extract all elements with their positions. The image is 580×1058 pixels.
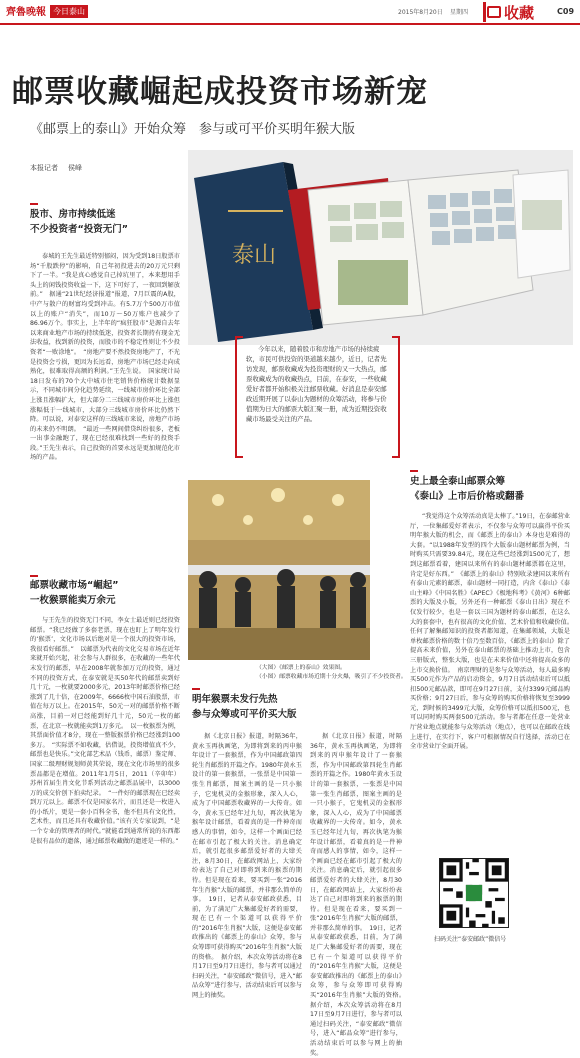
section-3-body: “我觉得这个众筹活动真是太棒了。”19日，在泰邮营业厅，一位集邮爱好者表示，不仅参与众筹可以赢得平价买明年猴大版的机会，而《邮票上的泰山》本身也是难得的大套。“以1988年发型的四个大版泰山题材邮票为例，当时购买只需要39.84元，现在这些已经涨到1500元了，想到这邮票看着，建国以来所有的泰山题材邮票都在这里，肯定是好东西。” 《邮票上的泰山》特别收录建国以来所有有泰山元素的邮票，泰山题材一同打造，内含《泰山》《泰山主峰》《中国名胜》《APEC》《极地科考》《黄河》6种邮票的大版及小版，另外还有一种邮票《泰山日出》现在不仅发行较少，也是一套以三国为题材的泰山邮票，在这么大的套套中，也有很高的文化价值、艺术价值和收藏价值。 任何了解集邮知识的投资者都知道，在集邮领域，大版是单枚邮票价格的数十倍乃至数百倍，《邮票上的泰山》除了提高未来价值，另外在泰山邮票的基础上推动上市，包含三册版式，整张大版，也是在未来价值中还将提高众多的上市交换价值。 南京理财的是参与众筹活动，每人最多购买500元作为产品的启动资金，9月7日活动结束后可以抵扣500元邮品款，即可在9月27日前，支付3399元邮品购买价格；9月27日后，参与众筹的购买价格将恢复至3999元，到时候的3499元大版，众筹价格可以抵扣500元，也可以同时购买两套500元活动。参与者都在任意一处营业厅营业地点就能参与众筹活动（地点），也可以在邮政在线上进行，在实行下，客户可根据情况自行选择，活动已在全市营业厅全面开展。 <box>410 513 577 751</box>
svg-text:泰山: 泰山 <box>232 243 277 268</box>
section-3-title-2: 《泰山》上市后价格或翻番 <box>410 491 525 502</box>
header-rule <box>0 23 580 25</box>
edition-label: 今日泰山 <box>50 5 88 18</box>
section-4-title-1: 明年猴票未发行先热 <box>192 694 278 705</box>
section-marker <box>410 470 418 472</box>
qr-code-icon <box>440 859 508 927</box>
stamp-album-illustration <box>188 150 573 345</box>
page-number: C09 <box>557 7 575 16</box>
section-2-title-1: 邮票收藏市场“崛起” <box>30 580 119 591</box>
section-1-title-2: 不少投资者“投资无门” <box>30 224 128 235</box>
caption-small: （小图）邮票收藏市场近期十分火爆，吸引了不少投资者。 <box>256 674 407 680</box>
section-2-body: 与王先生的投资无门不同，李女士最近则已经投资邮票。“我已经做了多套老票，现在也盯上了明年发行的‘猴票’，文化市场以后绝对是一个很大的投资市场，我很看好邮票。” 以邮票为代表的文化交易市场在近年来就开始兴起，社会参与人群很多，在收藏的一些年代末发行的邮票，早在2008年就参加万元的投资，通过不同的投资方式，在泰安就是买50年代的邮票卖到好几十元，一枚就要2000多元，2013年时邮票价格已经涨到了几十倍，在2009年，6666枚中国石油股票，市值在每万以上。在2015年，50元一对的邮票价格不断高涨，目前一对已经能到好几十元，50元一枚的邮票，在北京一枚就能卖到1万多元。 以一枚猴票为例，其票面价值才8分，现在一整版猴票价格已经涨到100多万。 “实际票不如收藏，估借说，投资增值真不少，邮票也是快乐。”文化部艺术品（钱币，邮票）鉴定师、国家二级理财规划师黄其荣说，现在文化市场里的很多票品都是在增值。2011年1月5日，2011（辛卯年）苏州首届生肖文化节系列活动之邮票品展中，以3000万的成交价创下拍卖纪录。 “一件好的邮票现在已经卖到万元以上。邮票不仅是国家名片，而且还是一枚进入的小纸片，更是一套小百科全书，他不但具有文化性，艺术性，而且还具有收藏价值。”该有关专家说到，“是一个专业的管理者的时代。”就能看到通常所说的东西都是很有品位的遗落，通过邮票收藏做的遗迹是一样的。” <box>30 617 180 845</box>
photo-caption <box>256 664 407 682</box>
section-2-title-2: 一枚猴票能卖万余元 <box>30 595 116 606</box>
section-icon <box>487 6 501 18</box>
subheadline: 《邮票上的泰山》开始众筹 参与或可平价买明年猴大版 <box>30 122 356 137</box>
section-4-body-b: 据《北京日报》报道，时隔36年，黄永玉再执画笔，为即将到来的丙申猴年设计了一套猴票，作为中国邮政第四轮生肖邮票的开篇之作。1980年黄永玉设计的第一套猴票，一张票是中国第一张生肖邮票，图案主画的是一只小猴子，它鬼机灵的金猴形象，深入人心，成为了中国邮票收藏界的一大传奇。如今，黄永玉已经年过九旬，再次执笔为猴年设计邮票，看着真的是一件神奇而感人的事情，如今，这样一个画面已经在邮市引起了极大的关注。消息确定后，就引起很多邮票爱好者的大肆关注，8月30日，在邮政网站上，大家纷纷表达了自己对即将到来的猴票的期待。但是现在看来，要买到一张“2016年生肖猴”大版的邮票，并非那么简单的事。 19日，记者从泰安邮政获悉，目前，为了满足广大集邮爱好者的需要，现在已有一个渠道可以获得平价的“2016年生肖猴”大版，这便是泰安邮政推出的《邮票上的泰山》众筹，参与众筹即可获得购买“2016年生肖猴”大版的资格。 据介绍，本次众筹活动将在8月17日至9月7日进行，参与者可以通过扫码关注，“泰安邮政”微信号，进入“邮品众筹”进行参与，活动结束后可以参与网上的抽奖。 <box>310 733 409 1057</box>
section-4-body-a: 据《北京日报》报道，时隔36年，黄永玉再执画笔，为即将到来的丙申猴年设计了一套猴票，作为中国邮政第四轮生肖邮票的开篇之作。1980年黄永玉设计的第一套猴票，一张票是中国第一张生肖邮票，图案主画的是一只小猴子，它鬼机灵的金猴形象，深入人心，成为了中国邮票收藏界的一大传奇。如今，黄永玉已经年过九旬，再次执笔为猴年设计邮票，看着真的是一件神奇而感人的事情，如今，这样一个画面已经在邮市引起了极大的关注。消息确定后，就引起很多邮票爱好者的大肆关注，8月30日，在邮政网站上，大家纷纷表达了自己对即将到来的猴票的期待。但是现在看来，要买到一张“2016年生肖猴”大版的邮票，并非那么简单的事。 19日，记者从泰安邮政获悉，目前，为了满足广大集邮爱好者的需要，现在已有一个渠道可以获得平价的“2016年生肖猴”大版，这便是泰安邮政推出的《邮票上的泰山》众筹，参与众筹即可获得购买“2016年生肖猴”大版的资格。 据介绍，本次众筹活动将在8月17日至9月7日进行，参与者可以通过扫码关注，“泰安邮政”微信号，进入“邮品众筹”进行参与，活动结束后可以参与网上的抽奖。 <box>192 733 302 1000</box>
section-marker <box>30 575 38 577</box>
headline: 邮票收藏崛起成投资市场新宠 <box>12 74 428 110</box>
section-1-body: 泰城的王先生最近特别郁闷，因为受到18日股票市场“千股跌停”的影响，自己年初投进去的20万元只剩下了一半。“我是真心感觉自己掉坑里了，本来想用手头上的闲钱投资收益一下，这下可好了，一夜回到解放前。” 据通“21世纪经济报道”报道，7月巨震的A股，中产与散户的财富均受到冲击。有5.7万个500万市值以上的账户“消失”，而10万～50万账户也减少了86.96万个。事实上，上半年的“疯狂股市”是源自去年以来商业地产市场的持续低迷，投资者长期持有现金无法收益，找到新的投资，而股市的不稳定性则让不少投资者“一败涂地”。 “房地产要不然投资房地产了，不光是投资会亏损，更因为长远看，房地产市场已经走向成熟化，很难取得高额的利润。”王先生说。 国家统计局18日发布的70个大中城市住宅销售价格统计数据显示，不同城市间分化趋势延续，一线城市房价环比全部上涨且涨幅扩大，但大部分二三线城市房价环比上涨但涨幅低于一线城市，大部分三线城市房价环比仍然下降。可以说，对泰安这样的三线城市来说，房地产市场的未来仍不明朗。 “最近一些网间借贷纠纷很多，老板一出事金融跑了，现在已经很难找到一些好的投资手段。”王先生表示，自己投资的首要永远是更加规范化市场的产品。 <box>30 253 180 462</box>
newspaper-logo: 齊魯晚報 <box>6 7 46 18</box>
wechat-qr-code[interactable] <box>439 858 509 928</box>
section-title: 收藏 <box>504 4 535 22</box>
section-1-title-1: 股市、房市持续低迷 <box>30 209 116 220</box>
qr-caption: 扫码关注“泰安邮政”微信号 <box>434 936 507 943</box>
issue-weekday: 星期四 <box>450 9 469 16</box>
section-3-title-1: 史上最全泰山邮票众筹 <box>410 476 506 487</box>
exhibition-photo <box>188 480 370 660</box>
page-header <box>0 0 580 22</box>
exhibition-hall-illustration <box>188 480 370 660</box>
issue-date: 2015年8月20日 <box>398 9 443 16</box>
byline-label: 本报记者 <box>30 164 58 172</box>
editor-note: 今年以来，随着股市和房地产市场的持续疲软，市民可供投资的渠道越来越少，近日，记者先访发现，邮票收藏成为投资理财的又一大热点，邮票收藏成为的收藏热点，目前，在泰安，一些收藏爱好者都开始积极关注邮票收藏。好消息是泰安邮政近期开展了以泰山为题材的众筹活动，将参与价值期为日大的邮票大版汇聚一册，成为近期投资收藏市场最受关注的产品。 <box>246 345 387 423</box>
section-marker <box>192 688 200 690</box>
byline-name: 侯峰 <box>68 164 82 172</box>
caption-large: （大图）《邮票上的泰山》效果图。 <box>256 665 346 671</box>
section-marker <box>30 203 38 205</box>
stamp-album-photo <box>188 150 573 345</box>
section-4-title-2: 参与众筹或可平价买大版 <box>192 709 297 720</box>
